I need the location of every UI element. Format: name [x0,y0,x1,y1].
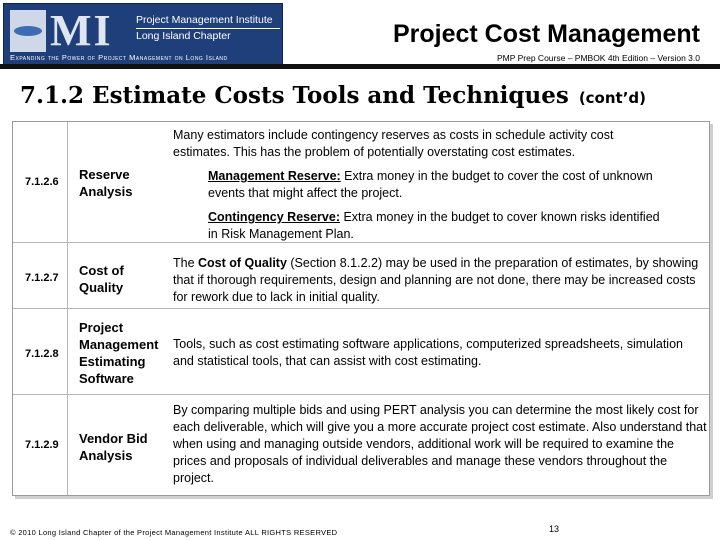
term-management-reserve: Management Reserve: [208,169,341,183]
table-row [13,122,709,242]
table-row [13,242,709,308]
row-name-line: Management [79,337,159,352]
row-intro-text: Many estimators include contingency reserves as costs in schedule activity cost estimates. This has the problem of potentially overstating cost estimates. [173,128,614,159]
logo-tagline: Expanding the Power of Project Management on Long Island [10,53,228,62]
logo-emblem-icon [10,10,46,52]
row-name-line: Reserve [79,167,130,182]
row-name [79,319,158,387]
cost-of-quality-term: Cost of Quality [198,256,287,270]
term-contingency-reserve: Contingency Reserve: [208,210,340,224]
row-code: 7.1.2.7 [25,272,59,284]
row-name [79,262,124,296]
row-code: 7.1.2.9 [25,439,59,451]
row-code: 7.1.2.8 [25,348,59,360]
header-divider [0,64,720,69]
text-part: (Section 8.1.2.2) may be used in the preparation of estimates, by showing that if thorough requirements, design and planning are not done, there may be increased costs for rework due to lack in initial quality. [173,256,699,304]
page-title: Project Cost Management [392,20,700,48]
row-name-line: Cost of [79,263,124,278]
management-reserve-definition [208,168,668,202]
text-part: The [173,256,199,270]
row-name-line: Software [79,371,134,386]
vendor-bid-text: By comparing multiple bids and using PERT analysis you can determine the most likely cost for each deliverable, which will give you a more accurate project cost estimate. Also understand that when using and managing outside vendors, additional work will be required to examine the prices and proposals of individual deliverables and manage these vendors throughout the project. [173,403,707,485]
contingency-reserve-definition [208,209,668,243]
course-subtitle: PMP Prep Course – PMBOK 4th Edition – Version 3.0 [496,53,700,63]
logo-text [136,14,280,43]
copyright-notice: © 2010 Long Island Chapter of the Project Management Institute ALL RIGHTS RESERVED [10,528,338,537]
row-name-line: Quality [79,280,124,295]
tools-table [12,121,710,496]
page-number: 13 [549,524,560,534]
pmi-logo [3,3,283,65]
row-name [79,430,148,464]
row-name-line: Analysis [79,184,133,199]
pmi-logo-mark [10,6,130,55]
row-name-line: Project [79,320,124,335]
table-row [13,394,709,495]
term-definition: Extra money in the budget to cover the cost of unknown events that might affect the project. [208,169,653,200]
row-name-line: Analysis [79,448,133,463]
slide-heading [20,82,646,109]
cost-of-quality-text [173,255,708,306]
slide-heading-text: 7.1.2 Estimate Costs Tools and Techniques [20,82,569,109]
term-definition: Extra money in the budget to cover known risks identified in Risk Management Plan. [208,210,660,241]
slide-heading-suffix: (cont’d) [578,89,647,107]
logo-text-line2: Long Island Chapter [136,30,231,42]
logo-text-line1: Project Management Institute [136,14,273,26]
table-row [13,308,709,394]
estimating-software-text: Tools, such as cost estimating software applications, computerized spreadsheets, simulation and statistical tools, that can assist with cost estimating. [173,337,683,368]
logo-letters: MI [50,6,113,55]
row-name-line: Estimating [79,354,146,369]
row-name [79,166,132,200]
row-code: 7.1.2.6 [25,176,59,188]
row-name-line: Vendor Bid [79,431,148,446]
